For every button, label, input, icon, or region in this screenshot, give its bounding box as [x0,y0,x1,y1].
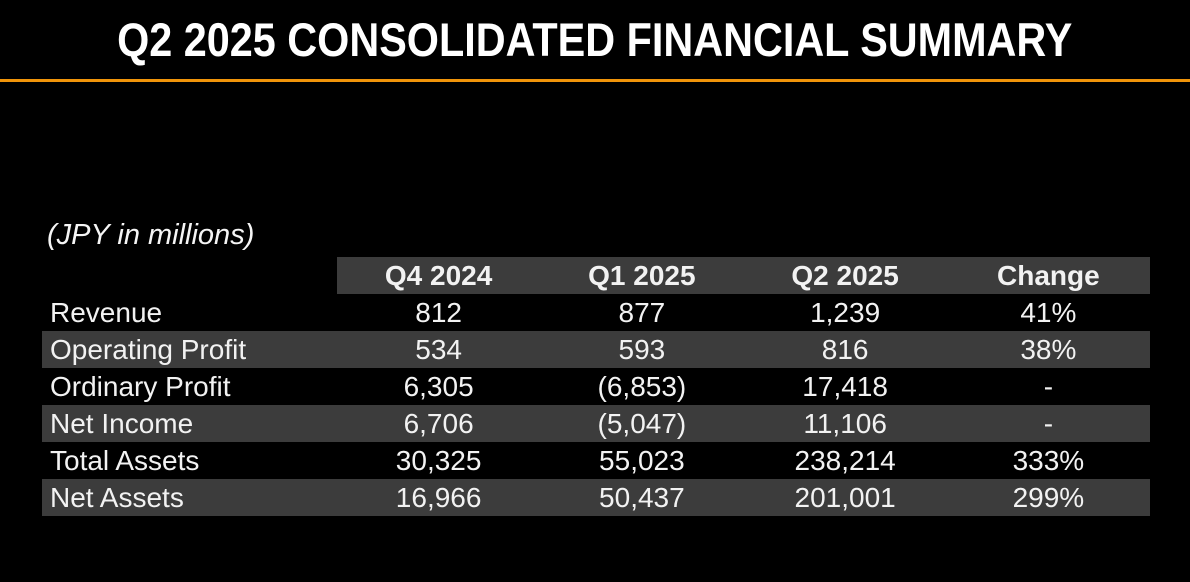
column-header-change: Change [947,257,1150,294]
row-label: Net Assets [50,482,184,513]
table-cell: 299% [1012,482,1085,513]
table-row-ordinary-profit [42,368,1150,405]
table-cell: 30,325 [395,445,482,476]
column-header-q2-2025: Q2 2025 [744,257,947,294]
table-cell: 812 [415,297,462,328]
row-label: Total Assets [50,445,200,476]
table-cell: - [1043,408,1054,439]
page-title: Q2 2025 CONSOLIDATED FINANCIAL SUMMARY [117,13,1073,66]
table-cell: 816 [821,334,869,365]
table-cell: 11,106 [803,408,887,439]
table-cell: 238,214 [794,445,896,476]
row-label: Revenue [50,297,163,328]
title-band [0,0,1190,79]
unit-note: (JPY in millions) [47,219,255,251]
table-cell: 41% [1020,297,1077,328]
table-cell: 201,001 [794,482,896,513]
financial-table [42,257,1150,516]
column-header-q1-2025: Q1 2025 [540,257,743,294]
table-cell: (6,853) [597,371,687,402]
column-header-blank [42,257,337,294]
table-cell: - [1043,371,1054,402]
row-label: Ordinary Profit [50,371,231,402]
table-cell: 38% [1020,334,1077,365]
accent-divider [0,79,1190,82]
table-cell: 877 [618,297,666,328]
table-cell: 55,023 [599,445,685,476]
table-cell: 6,706 [403,408,474,439]
table-row-net-assets [42,479,1150,516]
row-label: Net Income [50,408,194,439]
table-cell: 6,305 [403,371,474,402]
table-cell: 17,418 [802,371,888,402]
table-cell: 593 [618,334,666,365]
row-label: Operating Profit [50,334,247,365]
table-header-row [42,257,1150,294]
table-row-revenue [42,294,1150,331]
table-cell: 16,966 [395,482,482,513]
table-cell: (5,047) [597,408,687,439]
table-row-net-income [42,405,1150,442]
table-cell: 1,239 [810,297,881,328]
table-cell: 534 [415,334,462,365]
column-header-q4-2024: Q4 2024 [337,257,540,294]
table-row-operating-profit [42,331,1150,368]
table-cell: 333% [1012,445,1085,476]
table-row-total-assets [42,442,1150,479]
table-cell: 50,437 [599,482,685,513]
